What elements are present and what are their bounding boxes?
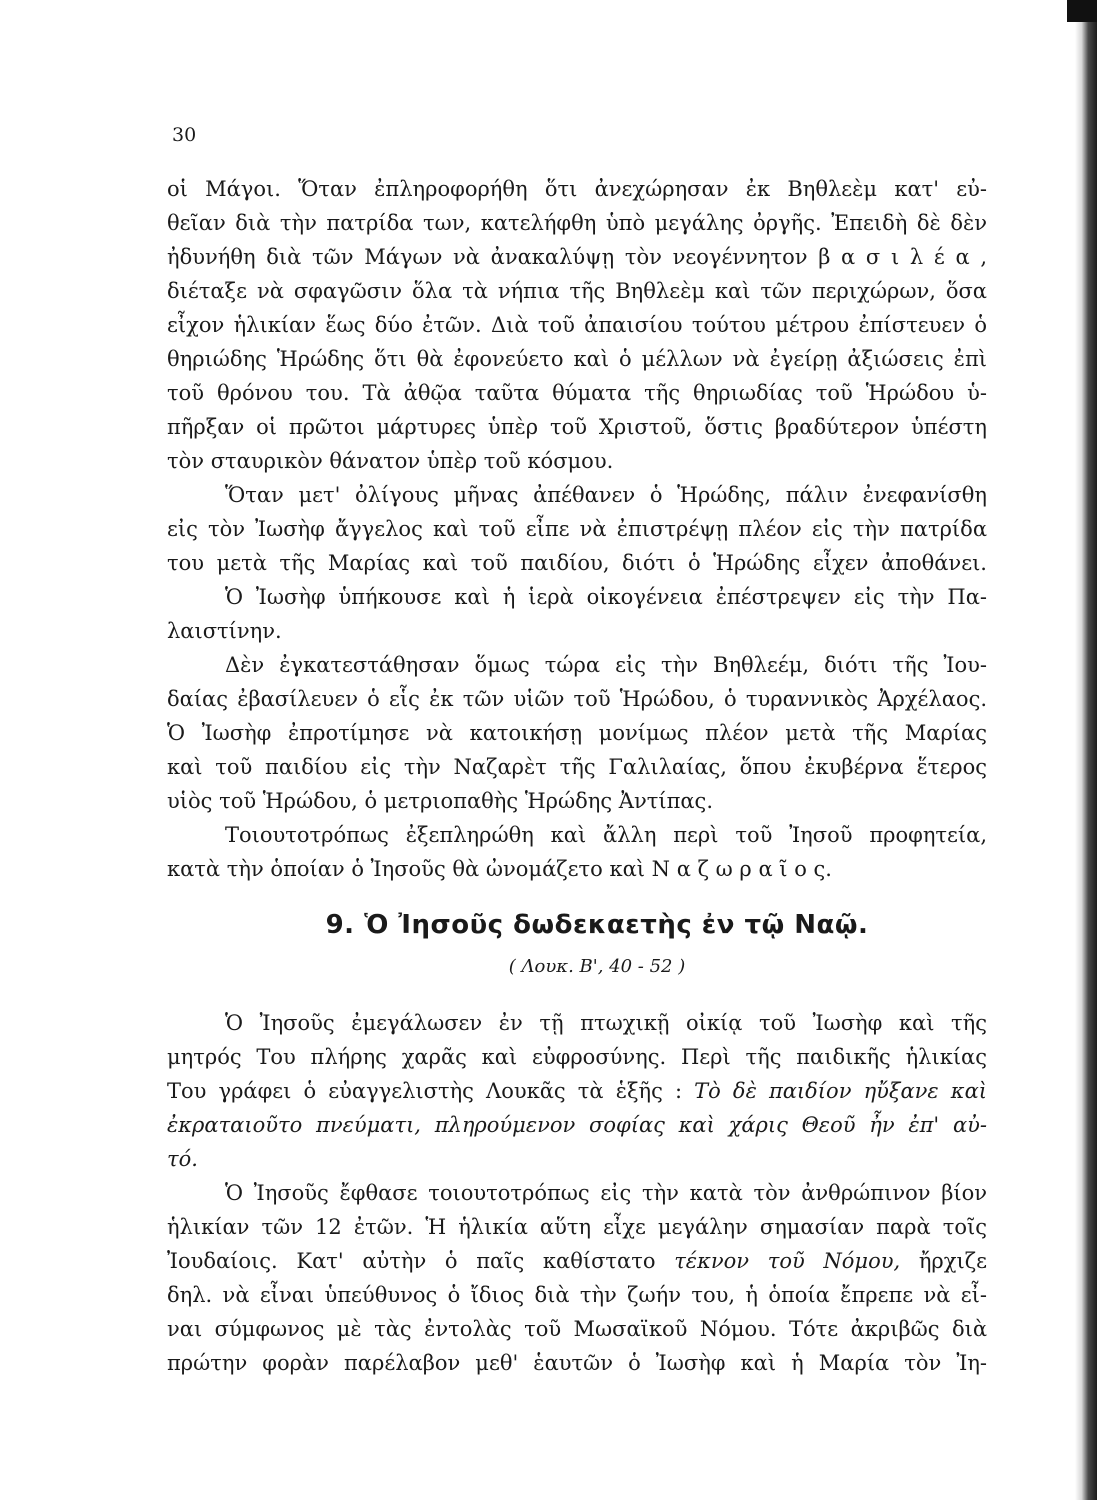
quote-segment: Τὸ δὲ παιδίον ηὔξανε καὶ [694, 1079, 987, 1103]
text-line: καὶ τοῦ παιδίου εἰς τὴν Ναζαρὲτ τῆς Γαλιλαίας, ὅπου ἐκυβέρνα ἕτερος [167, 755, 987, 779]
scan-edge-mark [1067, 0, 1097, 22]
text-line: οἱ Μάγοι. Ὅταν ἐπληροφορήθη ὅτι ἀνεχώρησαν ἐκ Βηθλεὲμ κατ' εὐ- [167, 177, 987, 201]
section-heading: 9. Ὁ Ἰησοῦς δωδεκαετὴς ἐν τῷ Ναῷ. [325, 910, 869, 940]
text-line [167, 1074, 987, 1108]
quote-line: ἐκραταιοῦτο πνεύματι, πληρούμενον σοφίας καὶ χάρις Θεοῦ ἦν ἐπ' αὐ- [167, 1113, 987, 1137]
text-line: διέταξε νὰ σφαγῶσιν ὅλα τὰ νήπια τῆς Βηθλεὲμ καὶ τῶν περιχώρων, ὅσα [167, 279, 987, 303]
text-line: κατὰ τὴν ὁποίαν ὁ Ἰησοῦς θὰ ὠνομάζετο καὶ Ν α ζ ω ρ α ῖ ο ς. [167, 857, 832, 881]
text-line: εἰς τὸν Ἰωσὴφ ἄγγελος καὶ τοῦ εἶπε νὰ ἐπιστρέψῃ πλέον εἰς τὴν πατρίδα [167, 517, 987, 541]
text-line: Ὅταν μετ' ὀλίγους μῆνας ἀπέθανεν ὁ Ἡρώδης, πάλιν ἐνεφανίσθη [225, 483, 987, 507]
text-line: πῆρξαν οἱ πρῶτοι μάρτυρες ὑπὲρ τοῦ Χριστοῦ, ὅστις βραδύτερον ὑπέστη [167, 415, 987, 439]
text-line: Ὁ Ἰωσὴφ ἐπροτίμησε νὰ κατοικήσῃ μονίμως πλέον μετὰ τῆς Μαρίας [167, 721, 987, 745]
quote-segment: τέκνον τοῦ Νόμου, [674, 1249, 901, 1273]
text-line: δαίας ἐβασίλευεν ὁ εἷς ἐκ τῶν υἱῶν τοῦ Ἡρώδου, ὁ τυραννικὸς Ἀρχέλαος. [167, 687, 987, 711]
page-number: 30 [172, 124, 197, 146]
text-line: λαιστίνην. [167, 619, 282, 643]
text-segment: ἤρχιζε [900, 1249, 987, 1273]
text-segment: Ἰουδαίοις. Κατ' αὐτὴν ὁ παῖς καθίστατο [167, 1249, 675, 1273]
text-line: θεῖαν διὰ τὴν πατρίδα των, κατελήφθη ὑπὸ μεγάλης ὀργῆς. Ἐπειδὴ δὲ δὲν [167, 211, 987, 235]
text-line: Τοιουτοτρόπως ἐξεπληρώθη καὶ ἄλλη περὶ τοῦ Ἰησοῦ προφητεία, [225, 823, 987, 847]
scan-edge [1075, 0, 1097, 1500]
text-line: τοῦ θρόνου του. Τὰ ἀθῷα ταῦτα θύματα τῆς θηριωδίας τοῦ Ἡρώδου ὑ- [167, 381, 987, 405]
text-segment: Του γράφει ὁ εὐαγγελιστὴς Λουκᾶς τὰ ἑξῆς : [167, 1079, 695, 1103]
text-line: ναι σύμφωνος μὲ τὰς ἐντολὰς τοῦ Μωσαϊκοῦ Νόμου. Τότε ἀκριβῶς διὰ [167, 1317, 987, 1341]
text-line: ἠδυνήθη διὰ τῶν Μάγων νὰ ἀνακαλύψῃ τὸν νεογέννητον β α σ ι λ έ α , [167, 245, 987, 269]
text-line: Δὲν ἐγκατεστάθησαν ὅμως τώρα εἰς τὴν Βηθλεέμ, διότι τῆς Ἰου- [225, 653, 987, 677]
text-line: υἱὸς τοῦ Ἡρώδου, ὁ μετριοπαθὴς Ἡρώδης Ἀντίπας. [167, 789, 713, 813]
text-line: μητρός Του πλήρης χαρᾶς καὶ εὐφροσύνης. Περὶ τῆς παιδικῆς ἡλικίας [167, 1045, 987, 1069]
text-line: Ὁ Ἰωσὴφ ὑπήκουσε καὶ ἡ ἱερὰ οἰκογένεια ἐπέστρεψεν εἰς τὴν Πα- [225, 585, 987, 609]
text-line: Ὁ Ἰησοῦς ἐμεγάλωσεν ἐν τῇ πτωχικῇ οἰκίᾳ τοῦ Ἰωσὴφ καὶ τῆς [225, 1011, 987, 1035]
text-line: πρώτην φορὰν παρέλαβον μεθ' ἑαυτῶν ὁ Ἰωσὴφ καὶ ἡ Μαρία τὸν Ἰη- [167, 1351, 987, 1375]
text-line: εἶχον ἡλικίαν ἕως δύο ἐτῶν. Διὰ τοῦ ἀπαισίου τούτου μέτρου ἐπίστευεν ὁ [167, 313, 987, 337]
text-line: του μετὰ τῆς Μαρίας καὶ τοῦ παιδίου, διότι ὁ Ἡρώδης εἶχεν ἀποθάνει. [167, 551, 987, 575]
text-line [167, 1244, 987, 1278]
quote-line: τό. [167, 1147, 198, 1171]
text-line: Ὁ Ἰησοῦς ἔφθασε τοιουτοτρόπως εἰς τὴν κατὰ τὸν ἀνθρώπινον βίον [225, 1181, 987, 1205]
text-line: ἡλικίαν τῶν 12 ἐτῶν. Ἡ ἡλικία αὕτη εἶχε μεγάλην σημασίαν παρὰ τοῖς [167, 1215, 987, 1239]
text-line: θηριώδης Ἡρώδης ὅτι θὰ ἐφονεύετο καὶ ὁ μέλλων νὰ ἐγείρῃ ἀξιώσεις ἐπὶ [167, 347, 987, 371]
section-reference: ( Λουκ. Β', 40 - 52 ) [508, 956, 686, 977]
text-line: τὸν σταυρικὸν θάνατον ὑπὲρ τοῦ κόσμου. [167, 449, 614, 473]
text-line: δηλ. νὰ εἶναι ὑπεύθυνος ὁ ἴδιος διὰ τὴν ζωήν του, ἡ ὁποία ἔπρεπε νὰ εἶ- [167, 1283, 987, 1307]
